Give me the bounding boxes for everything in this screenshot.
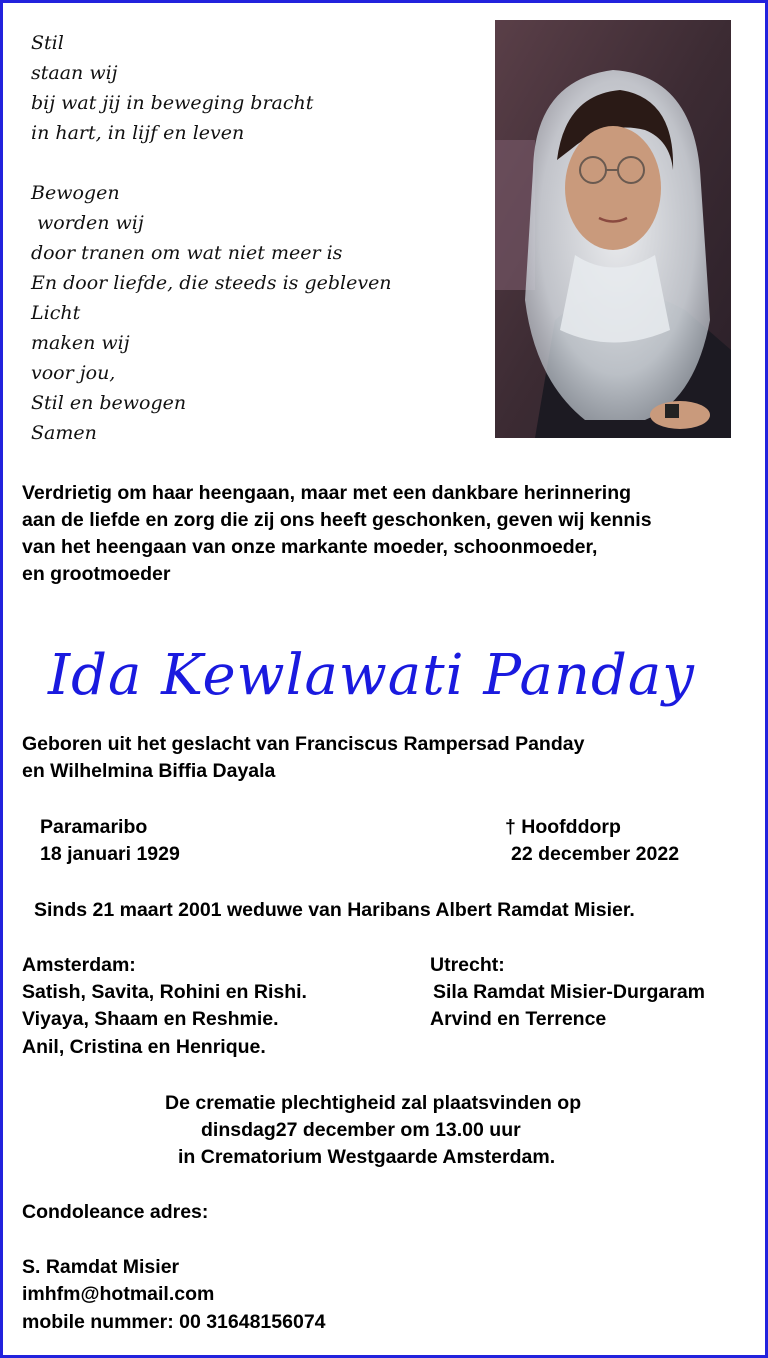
birth-place: Paramaribo	[40, 816, 148, 838]
condolence-label: Condoleance adres:	[22, 1201, 209, 1223]
family-left-line: Viyaya, Shaam en Reshmie.	[22, 1008, 279, 1030]
condolence-email: imhfm@hotmail.com	[22, 1283, 215, 1305]
poem-line: in hart, in lijf en leven	[31, 122, 245, 144]
poem-line: voor jou,	[31, 362, 116, 384]
poem-line: En door liefde, die steeds is gebleven	[31, 272, 392, 294]
condolence-mobile: mobile nummer: 00 31648156074	[22, 1311, 326, 1333]
cremation-line: in Crematorium Westgaarde Amsterdam.	[178, 1146, 556, 1168]
death-date: 22 december 2022	[511, 843, 680, 865]
family-left-line: Satish, Savita, Rohini en Rishi.	[22, 981, 307, 1003]
family-right-line: Arvind en Terrence	[430, 1008, 607, 1030]
cremation-line: De crematie plechtigheid zal plaatsvinden op	[165, 1092, 582, 1114]
announcement-line: en grootmoeder	[22, 563, 171, 585]
deceased-name: Ida Kewlawati Panday	[48, 643, 695, 708]
family-right-line: Sila Ramdat Misier-Durgaram	[433, 981, 706, 1003]
poem-line: Bewogen	[31, 182, 120, 204]
portrait-image	[495, 20, 731, 438]
poem-line: Stil en bewogen	[31, 392, 187, 414]
poem-line: worden wij	[31, 212, 144, 234]
announcement-text	[22, 480, 764, 588]
poem-line: bij wat jij in beweging bracht	[31, 92, 314, 114]
widow-line: Sinds 21 maart 2001 weduwe van Haribans Albert Ramdat Misier.	[34, 899, 635, 921]
condolence-name: S. Ramdat Misier	[22, 1256, 180, 1278]
announcement-line: Verdrietig om haar heengaan, maar met een dankbare herinnering	[22, 482, 632, 504]
family-right-city: Utrecht:	[430, 954, 505, 976]
family-left-line: Anil, Cristina en Henrique.	[22, 1036, 266, 1058]
announcement-line: van het heengaan van onze markante moeder, schoonmoeder,	[22, 536, 598, 558]
poem-line: Licht	[31, 302, 81, 324]
poem-line: Samen	[31, 422, 97, 444]
poem-line: Stil	[31, 32, 64, 54]
announcement-line: aan de liefde en zorg die zij ons heeft geschonken, geven wij kennis	[22, 509, 652, 531]
poem-line: maken wij	[31, 332, 130, 354]
poem-line: staan wij	[31, 62, 118, 84]
poem-line: door tranen om wat niet meer is	[31, 242, 343, 264]
cremation-line: dinsdag27 december om 13.00 uur	[201, 1119, 521, 1141]
poem	[31, 28, 392, 448]
lineage-line: en Wilhelmina Biffia Dayala	[22, 760, 276, 782]
portrait-photo	[495, 20, 731, 438]
poem-line	[31, 148, 392, 178]
death-place: † Hoofddorp	[505, 816, 621, 838]
lineage-line: Geboren uit het geslacht van Franciscus Rampersad Panday	[22, 733, 585, 755]
family-left-city: Amsterdam:	[22, 954, 136, 976]
birth-date: 18 januari 1929	[40, 843, 180, 865]
